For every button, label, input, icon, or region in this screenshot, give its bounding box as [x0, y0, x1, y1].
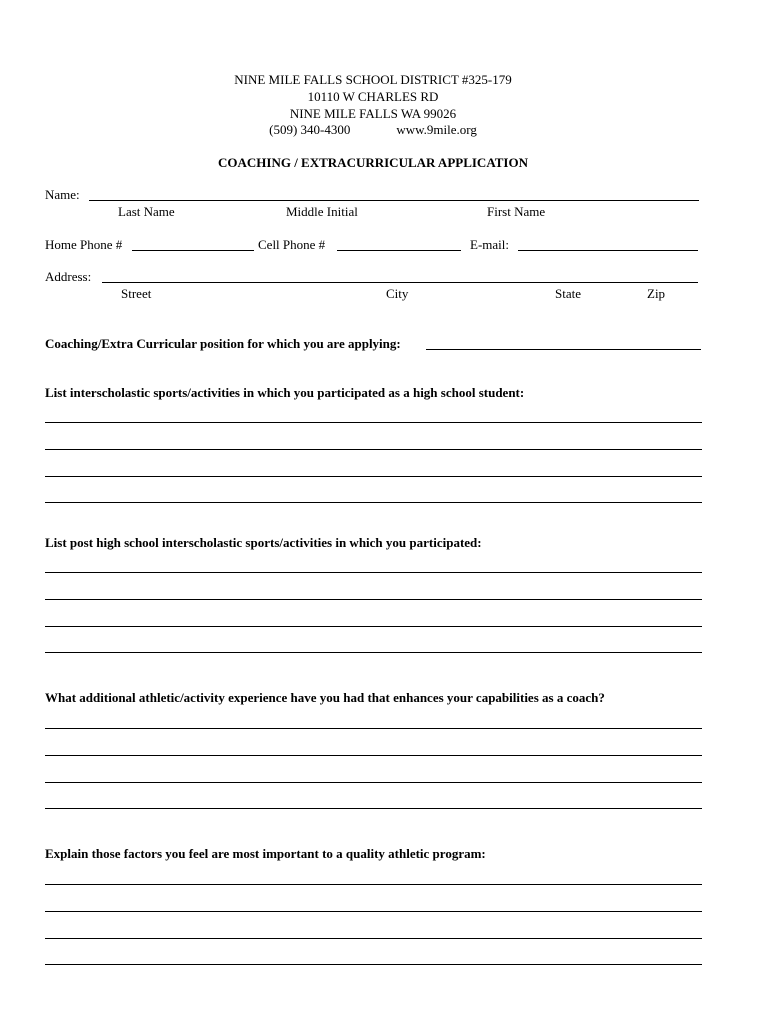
- cell-phone-label: Cell Phone #: [258, 237, 326, 252]
- form-title: COACHING / EXTRACURRICULAR APPLICATION: [218, 155, 528, 170]
- address-field[interactable]: [102, 269, 698, 283]
- answer-4-line-2[interactable]: [45, 911, 702, 912]
- district-website: www.9mile.org: [396, 122, 477, 137]
- first-name-label: First Name: [487, 204, 546, 219]
- answer-3-line-2[interactable]: [45, 755, 702, 756]
- name-label: Name:: [45, 187, 80, 202]
- answer-3-line-3[interactable]: [45, 782, 702, 783]
- middle-initial-label: Middle Initial: [286, 204, 358, 219]
- district-contact: [0, 122, 746, 138]
- email-label: E-mail:: [470, 237, 509, 252]
- question-3: What additional athletic/activity experience have you had that enhances your capabilities as a coach?: [45, 690, 605, 705]
- city-label: City: [386, 286, 409, 301]
- answer-2-line-2[interactable]: [45, 599, 702, 600]
- home-phone-field[interactable]: [132, 237, 254, 251]
- cell-phone-field[interactable]: [337, 237, 461, 251]
- question-2: List post high school interscholastic sports/activities in which you participated:: [45, 535, 482, 550]
- district-name: NINE MILE FALLS SCHOOL DISTRICT #325-179: [234, 72, 512, 87]
- district-city: NINE MILE FALLS WA 99026: [289, 106, 457, 121]
- district-phone: (509) 340-4300: [269, 122, 351, 137]
- answer-1-line-1[interactable]: [45, 422, 702, 423]
- question-4: Explain those factors you feel are most important to a quality athletic program:: [45, 846, 486, 861]
- district-street: 10110 W CHARLES RD: [307, 89, 439, 104]
- home-phone-label: Home Phone #: [45, 237, 123, 252]
- answer-3-line-1[interactable]: [45, 728, 702, 729]
- answer-2-line-3[interactable]: [45, 626, 702, 627]
- last-name-label: Last Name: [118, 204, 175, 219]
- answer-4-line-4[interactable]: [45, 964, 702, 965]
- position-field[interactable]: [426, 336, 701, 350]
- answer-1-line-4[interactable]: [45, 502, 702, 503]
- answer-1-line-3[interactable]: [45, 476, 702, 477]
- question-1: List interscholastic sports/activities in which you participated as a high school student:: [45, 385, 525, 400]
- email-field[interactable]: [518, 237, 698, 251]
- zip-label: Zip: [647, 286, 666, 301]
- state-label: State: [555, 286, 581, 301]
- answer-4-line-3[interactable]: [45, 938, 702, 939]
- answer-2-line-1[interactable]: [45, 572, 702, 573]
- address-label: Address:: [45, 269, 92, 284]
- position-label: Coaching/Extra Curricular position for which you are applying:: [45, 336, 401, 351]
- answer-3-line-4[interactable]: [45, 808, 702, 809]
- answer-2-line-4[interactable]: [45, 652, 702, 653]
- answer-1-line-2[interactable]: [45, 449, 702, 450]
- street-label: Street: [121, 286, 152, 301]
- name-field[interactable]: [89, 187, 699, 201]
- answer-4-line-1[interactable]: [45, 884, 702, 885]
